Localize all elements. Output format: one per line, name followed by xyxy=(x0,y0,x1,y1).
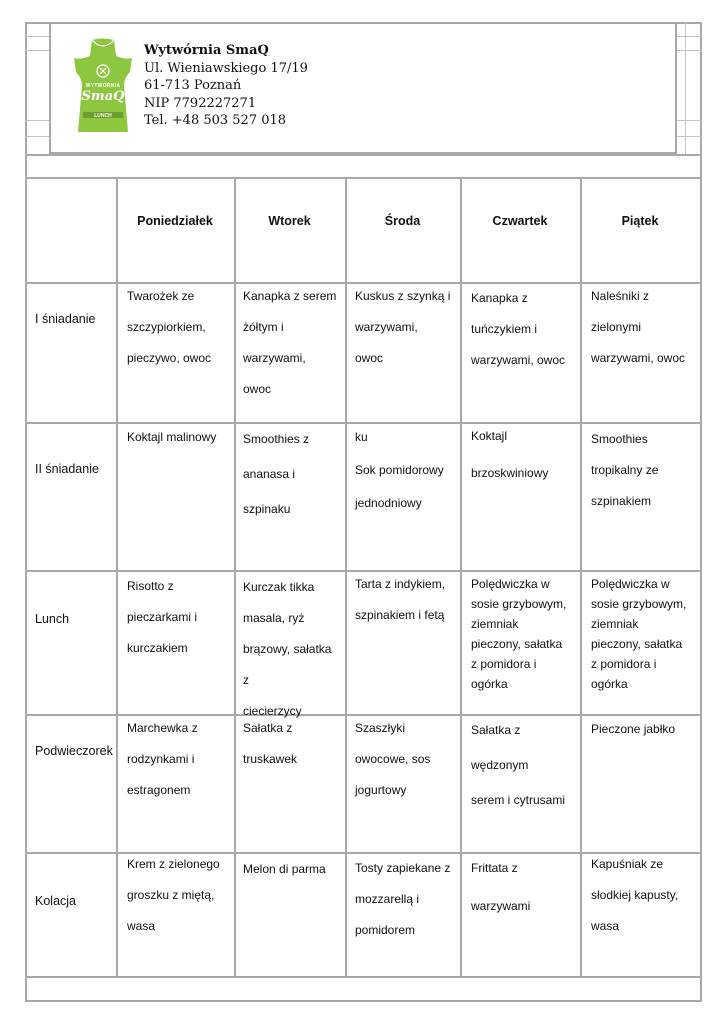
table-col-line xyxy=(345,177,347,976)
logo-sub: LUNCH xyxy=(94,113,112,119)
header-side-line xyxy=(25,36,49,37)
menu-cell-line: Smoothies xyxy=(591,432,648,446)
header-side-line xyxy=(677,50,702,51)
menu-cell-line: brązowy, sałatka xyxy=(243,642,332,656)
table-row-line xyxy=(25,976,702,978)
menu-cell-line: Marchewka z xyxy=(127,721,198,735)
menu-cell-line: wędzonym xyxy=(471,758,529,772)
menu-cell-line: Tarta z indykiem, xyxy=(355,577,446,591)
header-side-line xyxy=(677,136,702,137)
menu-cell-line: pieczarkami i xyxy=(127,610,198,624)
menu-cell-line: wasa xyxy=(127,919,156,933)
menu-cell-line: warzywami, xyxy=(355,320,418,334)
company-phone: Tel. +48 503 527 018 xyxy=(144,113,287,128)
menu-cell-line: warzywami, owoc xyxy=(591,351,686,365)
menu-cell-line: ziemniak xyxy=(591,617,639,631)
header-side-line xyxy=(25,136,49,137)
menu-cell-line: owoc xyxy=(243,382,272,396)
menu-cell-line: Kurczak tikka xyxy=(243,580,315,594)
table-row-line xyxy=(25,570,702,572)
menu-cell-line: Frittata z xyxy=(471,861,518,875)
menu-cell-line: Koktajl xyxy=(471,429,508,443)
meal-label-breakfast-1: I śniadanie xyxy=(35,312,96,326)
menu-cell-line: Kanapka z serem xyxy=(243,289,337,303)
meal-label-breakfast-2: II śniadanie xyxy=(35,462,99,476)
menu-cell-line: ziemniak xyxy=(471,617,519,631)
menu-cell-line: Polędwiczka w xyxy=(471,577,550,591)
menu-cell-line: kurczakiem xyxy=(127,641,188,655)
company-postal-city: 61-713 Poznań xyxy=(144,78,242,93)
menu-cell-line: sosie grzybowym, xyxy=(591,597,687,611)
menu-cell-line: Krem z zielonego xyxy=(127,857,220,871)
table-separator xyxy=(25,154,702,156)
meal-label-lunch: Lunch xyxy=(35,612,70,626)
menu-cell-line: rodzynkami i xyxy=(127,752,195,766)
table-row-line xyxy=(25,714,702,716)
menu-cell-line: Sałatka z xyxy=(471,723,521,737)
menu-cell-line: pieczony, sałatka xyxy=(471,637,563,651)
menu-cell-line: ananasa i xyxy=(243,467,296,481)
day-header-monday: Poniedziałek xyxy=(137,214,213,228)
header-side-line xyxy=(677,36,702,37)
company-name: Wytwórnia SmaQ xyxy=(144,43,269,58)
menu-cell-line: Tosty zapiekane z xyxy=(355,861,451,875)
menu-cell-line: owocowe, sos xyxy=(355,752,431,766)
table-col-line xyxy=(460,177,462,976)
table-separator xyxy=(25,177,702,179)
menu-cell-line: tropikalny ze xyxy=(591,463,659,477)
meal-label-snack: Podwieczorek xyxy=(35,744,113,758)
header-side-line xyxy=(677,120,702,121)
menu-cell-line: Kapuśniak ze xyxy=(591,857,664,871)
logo-brand: SmaQ xyxy=(81,89,125,104)
table-col-line xyxy=(580,177,582,976)
menu-cell-line: z xyxy=(243,673,249,687)
menu-cell-line: Kanapka z xyxy=(471,291,528,305)
company-nip: NIP 7792227271 xyxy=(144,95,257,111)
menu-cell-line: masala, ryż xyxy=(243,611,305,625)
day-header-tuesday: Wtorek xyxy=(268,214,311,228)
menu-cell-line: serem i cytrusami xyxy=(471,793,566,807)
menu-cell-line: zielonymi xyxy=(591,320,642,334)
menu-cell-line: słodkiej kapusty, xyxy=(591,888,679,902)
menu-cell-line: sosie grzybowym, xyxy=(471,597,567,611)
menu-cell-line: z pomidora i xyxy=(591,657,657,671)
menu-cell-line: Sałatka z xyxy=(243,721,293,735)
menu-cell-line: wasa xyxy=(591,919,620,933)
header-side-line xyxy=(685,22,686,154)
menu-cell-line: Twarożek ze xyxy=(127,289,195,303)
day-header-wednesday: Środa xyxy=(384,214,421,228)
menu-cell-line: Melon di parma xyxy=(243,862,326,876)
day-header-thursday: Czwartek xyxy=(492,214,548,228)
menu-cell-line: szpinaku xyxy=(243,502,291,516)
menu-cell-line: pieczywo, owoc xyxy=(127,351,212,365)
menu-cell-line: ciecierzycy xyxy=(243,704,302,718)
menu-cell-line: ku xyxy=(355,430,368,444)
menu-cell-line: pieczony, sałatka xyxy=(591,637,683,651)
menu-cell-line: Naleśniki z xyxy=(591,289,650,303)
menu-cell-line: groszku z miętą, xyxy=(127,888,215,902)
table-row-line xyxy=(25,282,702,284)
menu-cell-line: jednodniowy xyxy=(355,496,422,510)
menu-cell-line: Pieczone jabłko xyxy=(591,722,676,736)
menu-cell-line: owoc xyxy=(355,351,384,365)
company-address: Ul. Wieniawskiego 17/19 xyxy=(144,60,308,76)
menu-cell-line: Smoothies z xyxy=(243,432,310,446)
menu-cell-line: Risotto z xyxy=(127,579,174,593)
table-col-line xyxy=(234,177,236,976)
menu-cell-line: pomidorem xyxy=(355,923,416,937)
menu-cell-line: Polędwiczka w xyxy=(591,577,670,591)
header-side-line xyxy=(25,120,49,121)
menu-cell-line: truskawek xyxy=(243,752,298,766)
menu-cell-line: Szaszłyki xyxy=(355,721,406,735)
menu-cell-line: warzywami, owoc xyxy=(471,353,566,367)
table-row-line xyxy=(25,422,702,424)
menu-cell-line: szczypiorkiem, xyxy=(127,320,206,334)
menu-cell-line: tuńczykiem i xyxy=(471,322,538,336)
menu-cell-line: żółtym i xyxy=(243,320,284,334)
page-frame xyxy=(25,22,702,1002)
menu-cell-line: ogórka xyxy=(591,677,628,691)
day-header-friday: Piątek xyxy=(621,214,659,228)
menu-cell-line: Kuskus z szynką i xyxy=(355,289,451,303)
menu-cell-line: szpinakiem i fetą xyxy=(355,608,445,622)
menu-cell-line: Sok pomidorowy xyxy=(355,463,444,477)
menu-cell-line: mozzarellą i xyxy=(355,892,420,906)
menu-cell-line: brzoskwiniowy xyxy=(471,466,549,480)
company-info xyxy=(144,42,308,130)
menu-cell-line: warzywami xyxy=(471,899,531,913)
menu-cell-line: jogurtowy xyxy=(355,783,407,797)
menu-cell-line: szpinakiem xyxy=(591,494,652,508)
menu-cell-line: estragonem xyxy=(127,783,191,797)
menu-cell-line: Koktajl malinowy xyxy=(127,430,217,444)
menu-cell-line: ogórka xyxy=(471,677,508,691)
meal-label-dinner: Kolacja xyxy=(35,894,76,908)
logo-arc-text: WYTWÓRNIA xyxy=(85,83,121,89)
table-row-line xyxy=(25,852,702,854)
menu-cell-line: warzywami, xyxy=(243,351,306,365)
menu-cell-line: z pomidora i xyxy=(471,657,537,671)
header-side-line xyxy=(25,50,49,51)
table-col-line xyxy=(116,177,118,976)
